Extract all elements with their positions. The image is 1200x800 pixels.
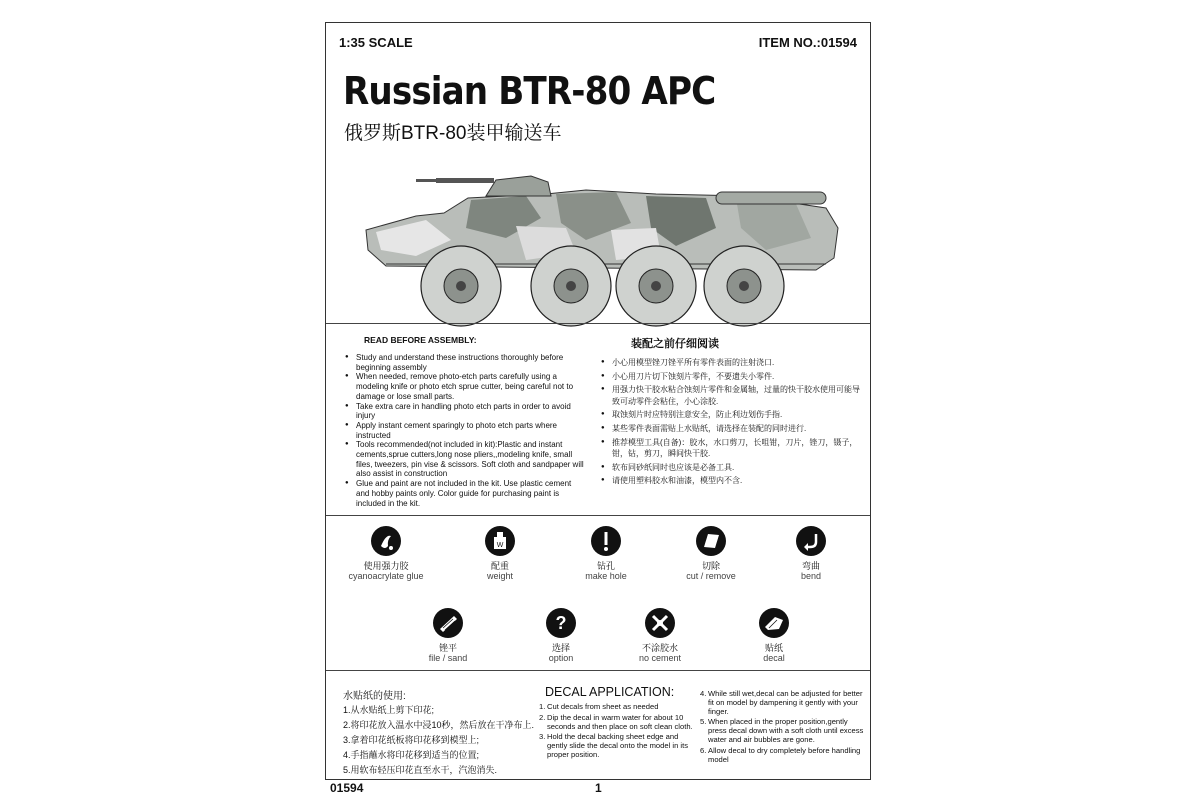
list-item: ● 小心用刀片切下蚀刻片零件，不要遗失小零件. (601, 371, 863, 383)
symbol-label-en: bend (800, 571, 822, 581)
divider (326, 670, 870, 671)
list-item: 2.将印花放入温水中浸10秒，然后放在干净布上. (343, 720, 535, 730)
page-number: 1 (595, 781, 602, 795)
list-item: 1. Cut decals from sheet as needed (539, 702, 659, 711)
bend-icon (796, 526, 826, 556)
glue-drop-icon (371, 526, 401, 556)
list-item: 4.手指蘸水将印花移到适当的位置; (343, 750, 480, 760)
list-item: ● When needed, remove photo-etch parts carefully using a modeling knife or photo etch sprue cutter, being careful not to damage or lose small parts. (344, 372, 584, 401)
list-item: ● 某些零件表面需贴上水贴纸，请选择在装配的同时进行. (601, 423, 863, 435)
symbol-label-cn: 选择 (551, 643, 570, 653)
symbol-label-en: decal (763, 653, 785, 663)
symbol-label-en: file / sand (428, 653, 468, 663)
read-before-heading: READ BEFORE ASSEMBLY: (364, 335, 477, 345)
symbol-label-en: cut / remove (686, 571, 736, 581)
symbol-label-cn: 弯曲 (801, 561, 820, 571)
list-item: ● 小心用模型锉刀锉平所有零件表面的注射浇口. (601, 357, 863, 369)
svg-text:?: ? (555, 613, 567, 633)
list-item: 5.用软布轻压印花直至水干，汽泡消失. (343, 765, 498, 775)
symbol-label-cn: 贴纸 (764, 643, 783, 653)
list-item: ● Take extra care in handling photo etch parts in order to avoid injury (344, 402, 584, 421)
read-before-list-cn (601, 357, 863, 489)
read-before-heading-cn: 装配之前仔细阅读 (631, 338, 719, 350)
decal-icon (759, 608, 789, 638)
list-item: 5. When placed in the proper position,gently press decal down with a soft cloth until excess water and air bubbles are gone. (700, 717, 864, 744)
vehicle-illustration (356, 168, 846, 333)
symbol-bend (721, 526, 901, 581)
footer-code: 01594 (330, 781, 364, 795)
decal-list-cn (343, 703, 534, 778)
decal-list-col1 (539, 703, 699, 762)
list-item: 2. Dip the decal in warm water for about 10 seconds and then place on soft clean cloth. (539, 712, 693, 731)
list-item: ● 软布同砂纸同时也应该是必备工具. (601, 462, 863, 474)
title-english: Russian BTR-80 APC (343, 69, 716, 113)
instruction-sheet (325, 22, 871, 780)
scale-label: 1:35 SCALE (339, 35, 413, 50)
list-item: 3. Hold the decal backing sheet edge and gently slide the decal onto the model in its proper position. (539, 732, 688, 759)
list-item: 3.拿着印花纸板将印花移到模型上; (343, 735, 480, 745)
list-item: 6. Allow decal to dry completely before handling model (700, 745, 861, 764)
list-item: ● 请使用塑料胶水和油漆，模型内不含. (601, 475, 863, 487)
list-item: 1.从水贴纸上剪下印花; (343, 705, 435, 715)
decal-list-col2 (700, 690, 866, 766)
divider (326, 323, 870, 324)
title-chinese: 俄罗斯BTR-80装甲输送车 (344, 123, 562, 144)
file-icon (433, 608, 463, 638)
decal-heading: DECAL APPLICATION: (545, 685, 675, 699)
symbol-label-en: make hole (585, 571, 627, 581)
weight-icon (485, 526, 515, 556)
symbol-label-en: cyanoacrylate glue (348, 571, 424, 581)
list-item: ● Study and understand these instructions thoroughly before beginning assembly (344, 353, 584, 372)
symbol-label-cn: 锉平 (438, 643, 457, 653)
list-item: ● Apply instant cement sparingly to photo etch parts where instructed (344, 421, 584, 440)
list-item: ● 推荐模型工具(自备)：胶水，水口剪刀，长咀钳，刀片，锉刀，镊子，钳，钻，剪刀，瞬间快干胶. (601, 437, 863, 460)
no-cement-icon (645, 608, 675, 638)
symbol-label-cn: 不涂胶水 (641, 643, 678, 653)
read-before-list (344, 353, 584, 508)
symbol-label-cn: 钻孔 (596, 561, 615, 571)
list-item: ● Tools recommended(not included in kit):Plastic and instant cements,sprue cutters,long nose pliers,,modeling knife, small files, tweezers, pin vise & scissors. Soft cloth and sandpaper will also assist in construction (344, 440, 584, 479)
symbol-label-cn: 配重 (490, 561, 509, 571)
drill-icon (591, 526, 621, 556)
symbol-label-en: no cement (638, 653, 682, 663)
svg-text:W: W (496, 542, 504, 549)
decal-heading-cn: 水贴纸的使用: (343, 691, 406, 702)
symbol-label-cn: 切除 (701, 561, 720, 571)
symbol-decal (684, 608, 864, 663)
list-item: 4. While still wet,decal can be adjusted for better fit on model by dampening it gently with your finger. (700, 689, 863, 716)
item-number: ITEM NO.:01594 (758, 35, 857, 50)
symbol-label-en: weight (486, 571, 513, 581)
symbol-label-cn: 使用强力胶 (363, 561, 409, 571)
list-item: ● 取蚀刻片时应特别注意安全，防止利边划伤手指. (601, 409, 863, 421)
list-item: ● 用强力快干胶水粘合蚀刻片零件和金属轴，过量的快干胶水使用可能导致可动零件会粘住，小心涂胶. (601, 384, 863, 407)
divider (326, 515, 870, 516)
list-item: ● Glue and paint are not included in the kit. Use plastic cement and hobby paints only. Color guide for purchasing paint is included in the kit. (344, 479, 584, 508)
symbol-label-en: option (548, 653, 574, 663)
